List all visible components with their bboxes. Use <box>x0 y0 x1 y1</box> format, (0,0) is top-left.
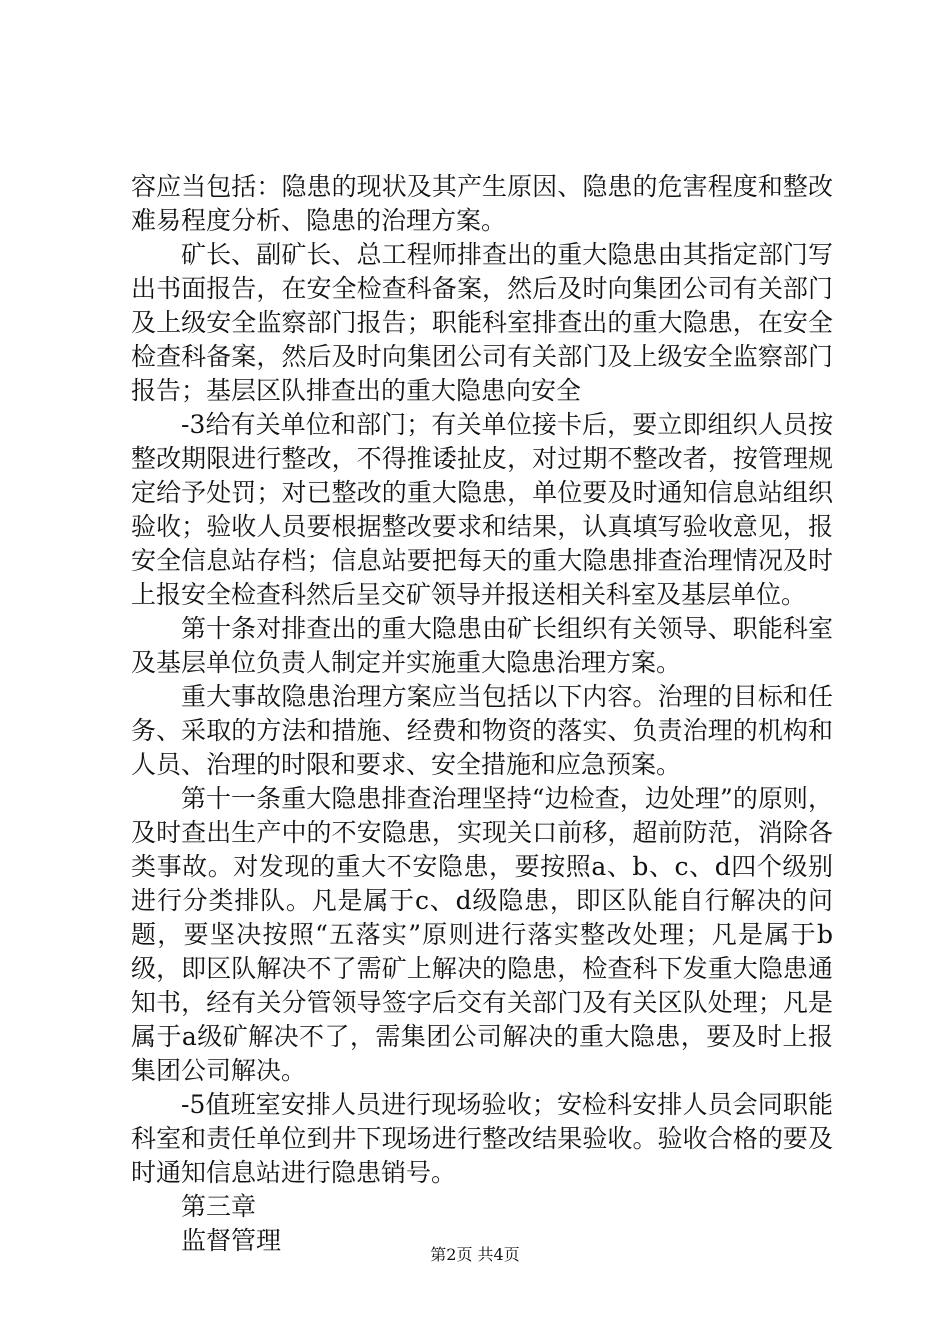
paragraph-article-11: 第十一条重大隐患排查治理坚持“边检查，边处理”的原则，及时查出生产中的不安隐患，实现关口前移，超前防范，消除各类事故。对发现的重大不安隐患，要按照a、b、c、d四个级别进行分类排队。凡是属于c、d级隐患，即区队能自行解决的问题，要坚决按照“五落实”原则进行落实整改处理；凡是属于b级，即区队解决不了需矿上解决的隐患，检查科下发重大隐患通知书，经有关分管领导签字后交有关部门及有关区队处理；凡是属于a级矿解决不了，需集团公司解决的重大隐患，要及时上报集团公司解决。 <box>131 784 833 1085</box>
document-body <box>131 170 833 1258</box>
paragraph-article-10: 第十条对排查出的重大隐患由矿长组织有关领导、职能科室及基层单位负责人制定并实施重大隐患治理方案。 <box>131 614 833 677</box>
chapter-title: 监督管理 <box>181 1226 282 1255</box>
page-indicator: 第2页 共4页 <box>430 1245 520 1264</box>
paragraph-report-procedure: 矿长、副矿长、总工程师排查出的重大隐患由其指定部门写出书面报告，在安全检查科备案，然后及时向集团公司有关部门及上级安全监察部门报告；职能科室排查出的重大隐患，在安全检查科备案，然后及时向集团公司有关部门及上级安全监察部门报告；基层区队排查出的重大隐患向安全 <box>131 240 833 405</box>
paragraph-acceptance: -5值班室安排人员进行现场验收；安检科安排人员会同职能科室和责任单位到井下现场进行整改结果验收。验收合格的要及时通知信息站进行隐患销号。 <box>131 1090 833 1187</box>
paragraph-rectification: -3给有关单位和部门；有关单位接卡后，要立即组织人员按整改期限进行整改，不得推诿扯皮，对过期不整改者，按管理规定给予处罚；对已整改的重大隐患，单位要及时通知信息站组织验收；验收人员要根据整改要求和结果，认真填写验收意见，报安全信息站存档；信息站要把每天的重大隐患排查治理情况及时上报安全检查科然后呈交矿领导并报送相关科室及基层单位。 <box>131 410 833 609</box>
paragraph-continuation: 容应当包括：隐患的现状及其产生原因、隐患的危害程度和整改难易程度分析、隐患的治理方案。 <box>131 172 833 235</box>
chapter-number: 第三章 <box>181 1192 257 1221</box>
paragraph-treatment-plan: 重大事故隐患治理方案应当包括以下内容。治理的目标和任务、采取的方法和措施、经费和物资的落实、负责治理的机构和人员、治理的时限和要求、安全措施和应急预案。 <box>131 682 833 779</box>
page-footer <box>0 1245 950 1265</box>
